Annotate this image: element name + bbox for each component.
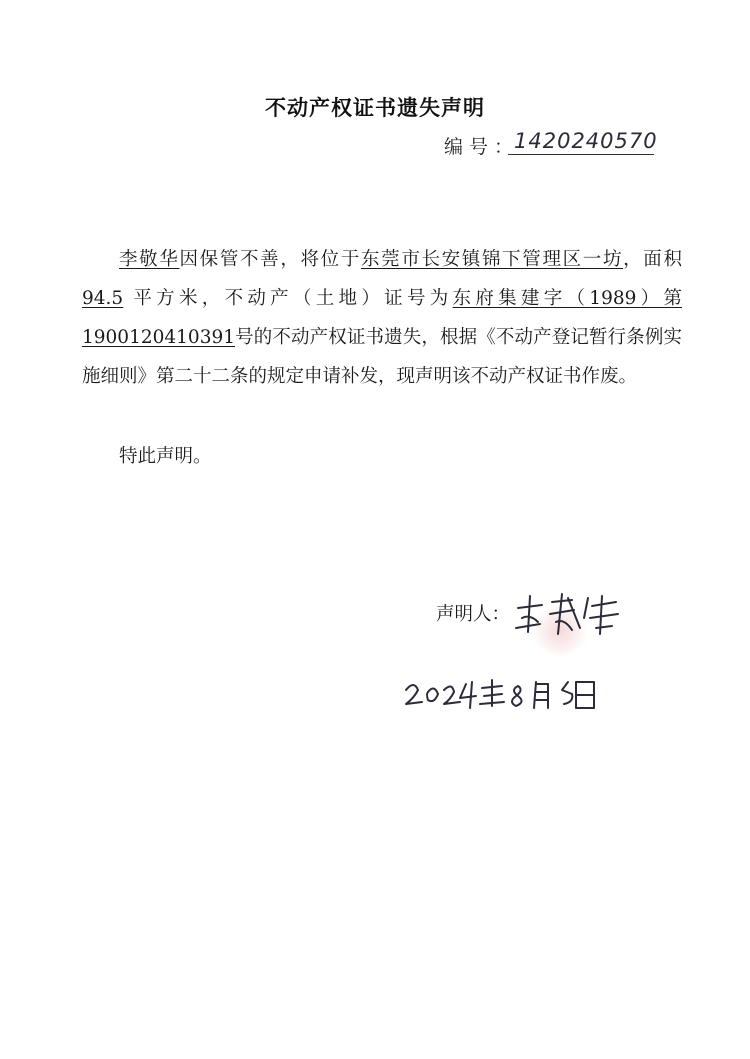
body-text-1: 因保管不善，将位于 [179, 249, 361, 270]
declarant-label: 声明人： [436, 604, 511, 625]
document-title: 不动产权证书遗失声明 [265, 96, 485, 120]
certificate-number-prefix: 东府集建字（1989）第 [452, 288, 682, 309]
body-text-4: 号的不动产权证书遗失，根据《不动产登记暂行条例实施细则》第二十二条的规定申请补发，现声明该不动产权证书作废。 [82, 327, 682, 387]
property-location: 东莞市长安镇锦下管理区一坊 [360, 249, 624, 270]
property-area: 94.5 [82, 288, 124, 309]
declaration-body [82, 240, 682, 396]
handwritten-date [402, 668, 602, 718]
handwritten-signature [512, 588, 624, 640]
owner-name: 李敬华 [119, 249, 180, 270]
document-number-row [444, 129, 658, 158]
number-value-handwritten: 1420240570 [508, 128, 654, 155]
body-text-2: ，面积 [623, 249, 682, 270]
closing-statement: 特此声明。 [119, 446, 212, 467]
declaration-paragraph [82, 240, 682, 396]
number-label: 编号： [444, 136, 520, 158]
body-text-3: 平方米，不动产（土地）证号为 [133, 288, 453, 309]
certificate-number: 1900120410391 [82, 327, 236, 348]
date-row [402, 668, 602, 718]
